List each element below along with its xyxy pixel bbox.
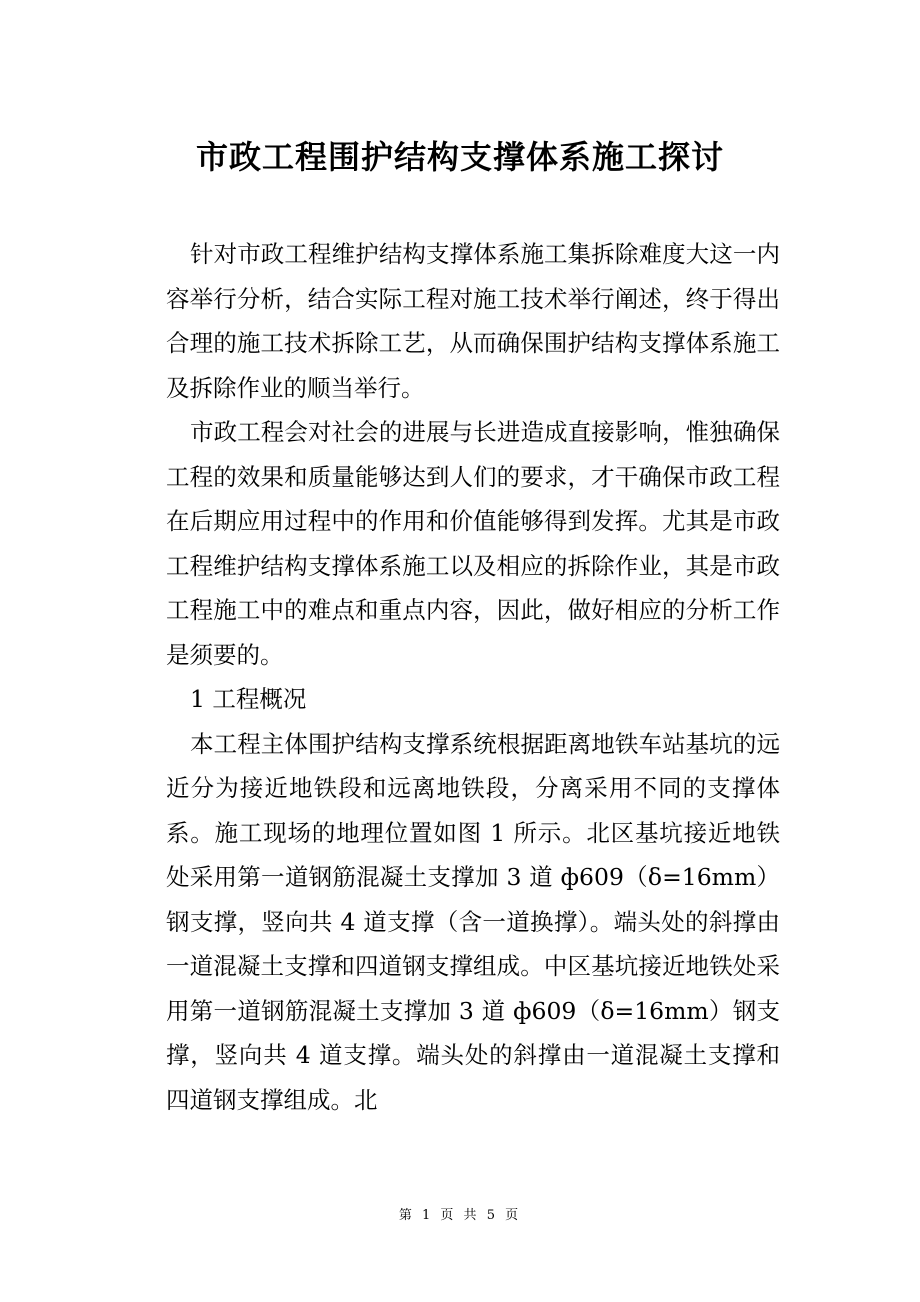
page-number-footer: 第 1 页 共 5 页: [398, 1208, 522, 1223]
document-body: [166, 232, 780, 1122]
document-title: 市政工程围护结构支撑体系施工探讨: [195, 138, 724, 176]
intro-paragraph: 针对市政工程维护结构支撑体系施工集拆除难度大这一内容举行分析，结合实际工程对施工技术举行阐述，终于得出合理的施工技术拆除工艺，从而确保围护结构支撑体系施工及拆除作业的顺当举行。: [166, 240, 780, 402]
section-heading-project-overview: 1 工程概况: [190, 685, 307, 713]
background-paragraph: 市政工程会对社会的进展与长进造成直接影响，惟独确保工程的效果和质量能够达到人们的要求，才干确保市政工程在后期应用过程中的作用和价值能够得到发挥。尤其是市政工程维护结构支撑体系施工以及相应的拆除作业，其是市政工程施工中的难点和重点内容，因此，做好相应的分析工作是须要的。: [166, 418, 780, 669]
project-overview-paragraph: 本工程主体围护结构支撑系统根据距离地铁车站基坑的远近分为接近地铁段和远离地铁段，分离采用不同的支撑体系。施工现场的地理位置如图 1 所示。北区基坑接近地铁处采用第一道钢筋混凝土支撑加 3 道 ф609（δ=16mm）钢支撑，竖向共 4 道支撑（含一道换撑）。端头处的斜撑由一道混凝土支撑和四道钢支撑组成。中区基坑接近地铁处采用第一道钢筋混凝土支撑加 3 道 ф609（δ=16mm）钢支撑，竖向共 4 道支撑。端头处的斜撑由一道混凝土支撑和四道钢支撑组成。北: [166, 729, 780, 1114]
